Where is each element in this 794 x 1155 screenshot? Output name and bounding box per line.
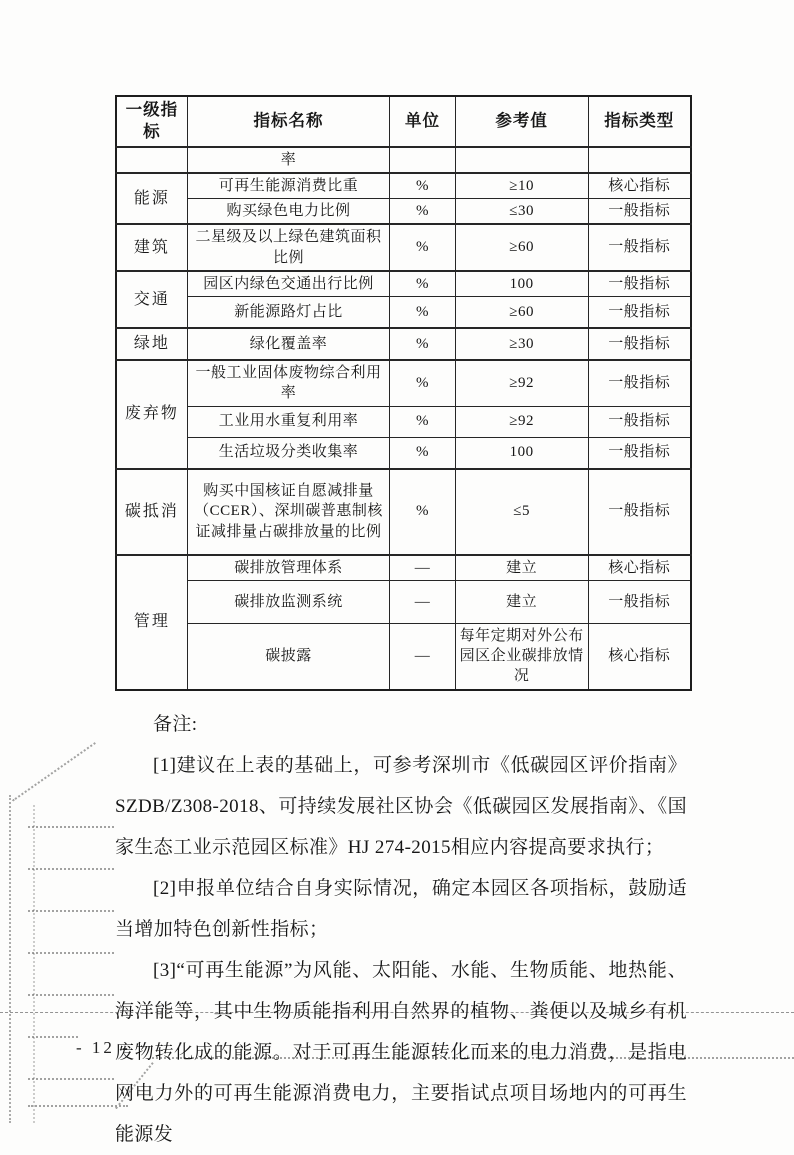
category-cell: 交通: [116, 271, 187, 328]
reference-cell: 每年定期对外公布园区企业碳排放情况: [455, 623, 588, 689]
type-cell: 核心指标: [588, 623, 691, 689]
table-row: [116, 406, 691, 437]
indicator-name-cell: 新能源路灯占比: [187, 297, 389, 329]
type-cell: 一般指标: [588, 224, 691, 271]
table-row: [116, 437, 691, 469]
table-row: [116, 147, 691, 173]
reference-cell: 建立: [455, 555, 588, 581]
indicator-table: [115, 95, 692, 691]
type-cell: 核心指标: [588, 173, 691, 199]
reference-cell: ≥92: [455, 406, 588, 437]
header-unit: 单位: [390, 96, 456, 147]
scan-artifact-line: [28, 994, 114, 996]
scan-artifact-line: [9, 795, 11, 1123]
unit-cell: %: [390, 297, 456, 329]
note-paragraph-3: [3]“可再生能源”为风能、太阳能、水能、生物质能、地热能、海洋能等，其中生物质能指利用自然界的植物、粪便以及城乡有机废物转化成的能源。对于可再生能源转化而来的电力消费，是指电网电力外的可再生能源消费电力，主要指试点项目场地内的可再生能源发: [115, 959, 687, 1145]
scan-artifact-line: [33, 805, 35, 1123]
reference-cell: [455, 147, 588, 173]
type-cell: 一般指标: [588, 437, 691, 469]
reference-cell: ≥10: [455, 173, 588, 199]
type-cell: 核心指标: [588, 555, 691, 581]
category-cell: 建筑: [116, 224, 187, 271]
type-cell: 一般指标: [588, 360, 691, 406]
header-indicator-type: 指标类型: [588, 96, 691, 147]
indicator-name-cell: 购买中国核证自愿减排量（CCER）、深圳碳普惠制核证减排量占碳排放量的比例: [187, 469, 389, 555]
table-header-row: [116, 96, 691, 147]
table-row: [116, 555, 691, 581]
category-cell: 绿地: [116, 328, 187, 360]
type-cell: 一般指标: [588, 199, 691, 225]
unit-cell: —: [390, 623, 456, 689]
type-cell: [588, 147, 691, 173]
unit-cell: %: [390, 199, 456, 225]
notes-section: [115, 704, 687, 1155]
table-row: [116, 173, 691, 199]
unit-cell: —: [390, 555, 456, 581]
unit-cell: %: [390, 360, 456, 406]
notes-label: 备注:: [153, 713, 198, 735]
indicator-name-cell: 碳披露: [187, 623, 389, 689]
category-cell: 废弃物: [116, 360, 187, 469]
table-row: [116, 199, 691, 225]
indicator-name-cell: 生活垃圾分类收集率: [187, 437, 389, 469]
reference-cell: 建立: [455, 580, 588, 623]
scan-artifact-line: [28, 910, 114, 912]
indicator-name-cell: 碳排放监测系统: [187, 580, 389, 623]
reference-cell: ≥92: [455, 360, 588, 406]
table-row: [116, 360, 691, 406]
reference-cell: 100: [455, 437, 588, 469]
scan-artifact-line: [28, 1078, 114, 1080]
reference-cell: ≤5: [455, 469, 588, 555]
unit-cell: %: [390, 224, 456, 271]
scan-artifact-line: [28, 1036, 78, 1038]
table-row: [116, 271, 691, 297]
type-cell: 一般指标: [588, 271, 691, 297]
scan-artifact-line: [28, 826, 114, 828]
unit-cell: —: [390, 580, 456, 623]
indicator-name-cell: 率: [187, 147, 389, 173]
indicator-name-cell: 碳排放管理体系: [187, 555, 389, 581]
type-cell: 一般指标: [588, 328, 691, 360]
type-cell: 一般指标: [588, 297, 691, 329]
reference-cell: ≤30: [455, 199, 588, 225]
category-cell: [116, 147, 187, 173]
type-cell: 一般指标: [588, 469, 691, 555]
scan-artifact-line: [28, 868, 114, 870]
table-row: [116, 328, 691, 360]
scan-artifact-line: [28, 952, 114, 954]
category-cell: 能源: [116, 173, 187, 225]
indicator-name-cell: 绿化覆盖率: [187, 328, 389, 360]
type-cell: 一般指标: [588, 406, 691, 437]
scan-artifact-line: [28, 1105, 128, 1107]
unit-cell: %: [390, 469, 456, 555]
unit-cell: %: [390, 173, 456, 199]
unit-cell: [390, 147, 456, 173]
indicator-name-cell: 一般工业固体废物综合利用率: [187, 360, 389, 406]
unit-cell: %: [390, 406, 456, 437]
reference-cell: 100: [455, 271, 588, 297]
table-row: [116, 580, 691, 623]
indicator-name-cell: 购买绿色电力比例: [187, 199, 389, 225]
header-reference-value: 参考值: [455, 96, 588, 147]
type-cell: 一般指标: [588, 580, 691, 623]
table-row: [116, 623, 691, 689]
indicator-name-cell: 园区内绿色交通出行比例: [187, 271, 389, 297]
table-row: [116, 224, 691, 271]
unit-cell: %: [390, 328, 456, 360]
category-cell: 碳抵消: [116, 469, 187, 555]
reference-cell: ≥60: [455, 224, 588, 271]
indicator-name-cell: 二星级及以上绿色建筑面积比例: [187, 224, 389, 271]
table-row: [116, 469, 691, 555]
unit-cell: %: [390, 271, 456, 297]
category-cell: 管理: [116, 555, 187, 690]
reference-cell: ≥60: [455, 297, 588, 329]
page-number: - 12 -: [76, 1038, 131, 1057]
table-row: [116, 297, 691, 329]
indicator-name-cell: 工业用水重复利用率: [187, 406, 389, 437]
note-paragraph-1: [1]建议在上表的基础上，可参考深圳市《低碳园区评价指南》SZDB/Z308-2018、可持续发展社区协会《低碳园区发展指南》、《国家生态工业示范园区标准》HJ 274-2015相应内容提高要求执行；: [115, 754, 687, 858]
reference-cell: ≥30: [455, 328, 588, 360]
indicator-name-cell: 可再生能源消费比重: [187, 173, 389, 199]
note-paragraph-2: [2]申报单位结合自身实际情况，确定本园区各项指标，鼓励适当增加特色创新性指标；: [115, 877, 687, 940]
unit-cell: %: [390, 437, 456, 469]
scan-artifact-line: [12, 742, 96, 802]
header-level1-indicator: 一级指标: [116, 96, 187, 147]
header-indicator-name: 指标名称: [187, 96, 389, 147]
